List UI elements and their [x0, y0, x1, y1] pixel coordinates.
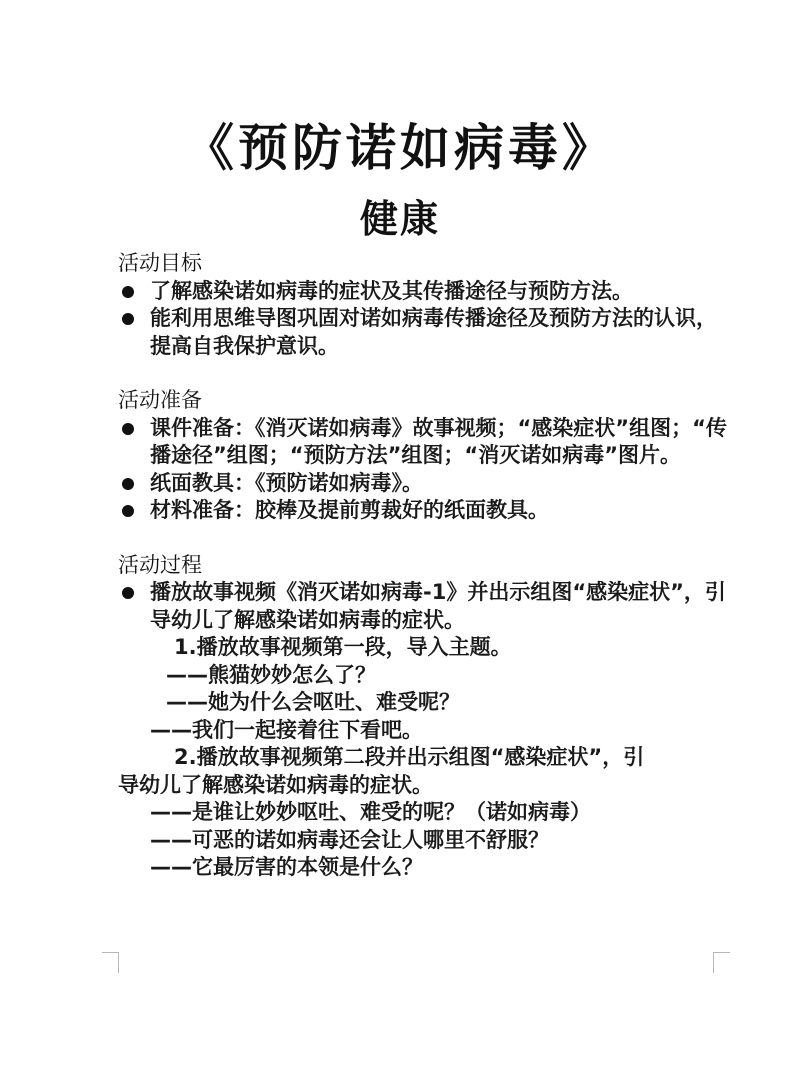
step-2-continued: 导幼儿了解感染诺如病毒的症状。 — [118, 772, 433, 797]
list-item — [118, 305, 728, 360]
list-item-text: 播放故事视频《消灭诺如病毒-1》并出示组图“感染症状”，引导幼儿了解感染诺如病毒的症状。 — [150, 580, 726, 632]
list-item — [118, 415, 728, 470]
step-2: 2.播放故事视频第二段并出示组图“感染症状”，引 — [174, 745, 645, 769]
bullet-list — [118, 278, 728, 361]
list-item — [118, 497, 728, 525]
question-line: ——可恶的诺如病毒还会让人哪里不舒服？ — [150, 827, 549, 852]
section-process — [118, 552, 728, 882]
document-body — [118, 250, 728, 909]
bullet-icon — [122, 478, 134, 490]
bullet-icon — [122, 286, 134, 298]
document-title: 《预防诺如病毒》 — [184, 118, 616, 177]
question-line: ——我们一起接着往下看吧。 — [150, 717, 423, 742]
section-preparation — [118, 387, 728, 525]
bullet-icon — [122, 587, 134, 599]
bullet-list — [118, 415, 728, 525]
document-subtitle: 健康 — [359, 196, 440, 241]
bullet-icon — [122, 313, 134, 325]
list-item — [118, 470, 728, 498]
question-line: ——她为什么会呕吐、难受呢？ — [166, 690, 460, 714]
section-goals — [118, 250, 728, 360]
page-corner-mark-left — [102, 952, 119, 973]
bullet-list — [118, 579, 728, 634]
list-item-text: 材料准备：胶棒及提前剪裁好的纸面教具。 — [150, 498, 549, 522]
section-heading: 活动准备 — [118, 388, 202, 412]
list-item — [118, 579, 728, 634]
list-item-text: 纸面教具：《预防诺如病毒》。 — [150, 470, 423, 495]
question-line: ——它最厉害的本领是什么？ — [150, 855, 423, 879]
page-corner-mark-right — [713, 952, 730, 973]
section-heading: 活动目标 — [118, 251, 202, 275]
list-item-text: 了解感染诺如病毒的症状及其传播途径与预防方法。 — [150, 278, 633, 303]
question-line: ——是谁让妙妙呕吐、难受的呢？（诺如病毒） — [150, 800, 591, 824]
section-heading: 活动过程 — [118, 552, 202, 577]
list-item — [118, 278, 728, 306]
list-item-text: 能利用思维导图巩固对诺如病毒传播途径及预防方法的认识，提高自我保护意识。 — [150, 306, 717, 358]
bullet-icon — [122, 423, 134, 435]
question-line: ——熊猫妙妙怎么了？ — [166, 662, 376, 687]
step-1: 1.播放故事视频第一段，导入主题。 — [174, 635, 512, 659]
bullet-icon — [122, 505, 134, 517]
list-item-text: 课件准备：《消灭诺如病毒》故事视频；“感染症状”组图；“传播途径”组图；“预防方法”组图；“消灭诺如病毒”图片。 — [150, 415, 727, 467]
